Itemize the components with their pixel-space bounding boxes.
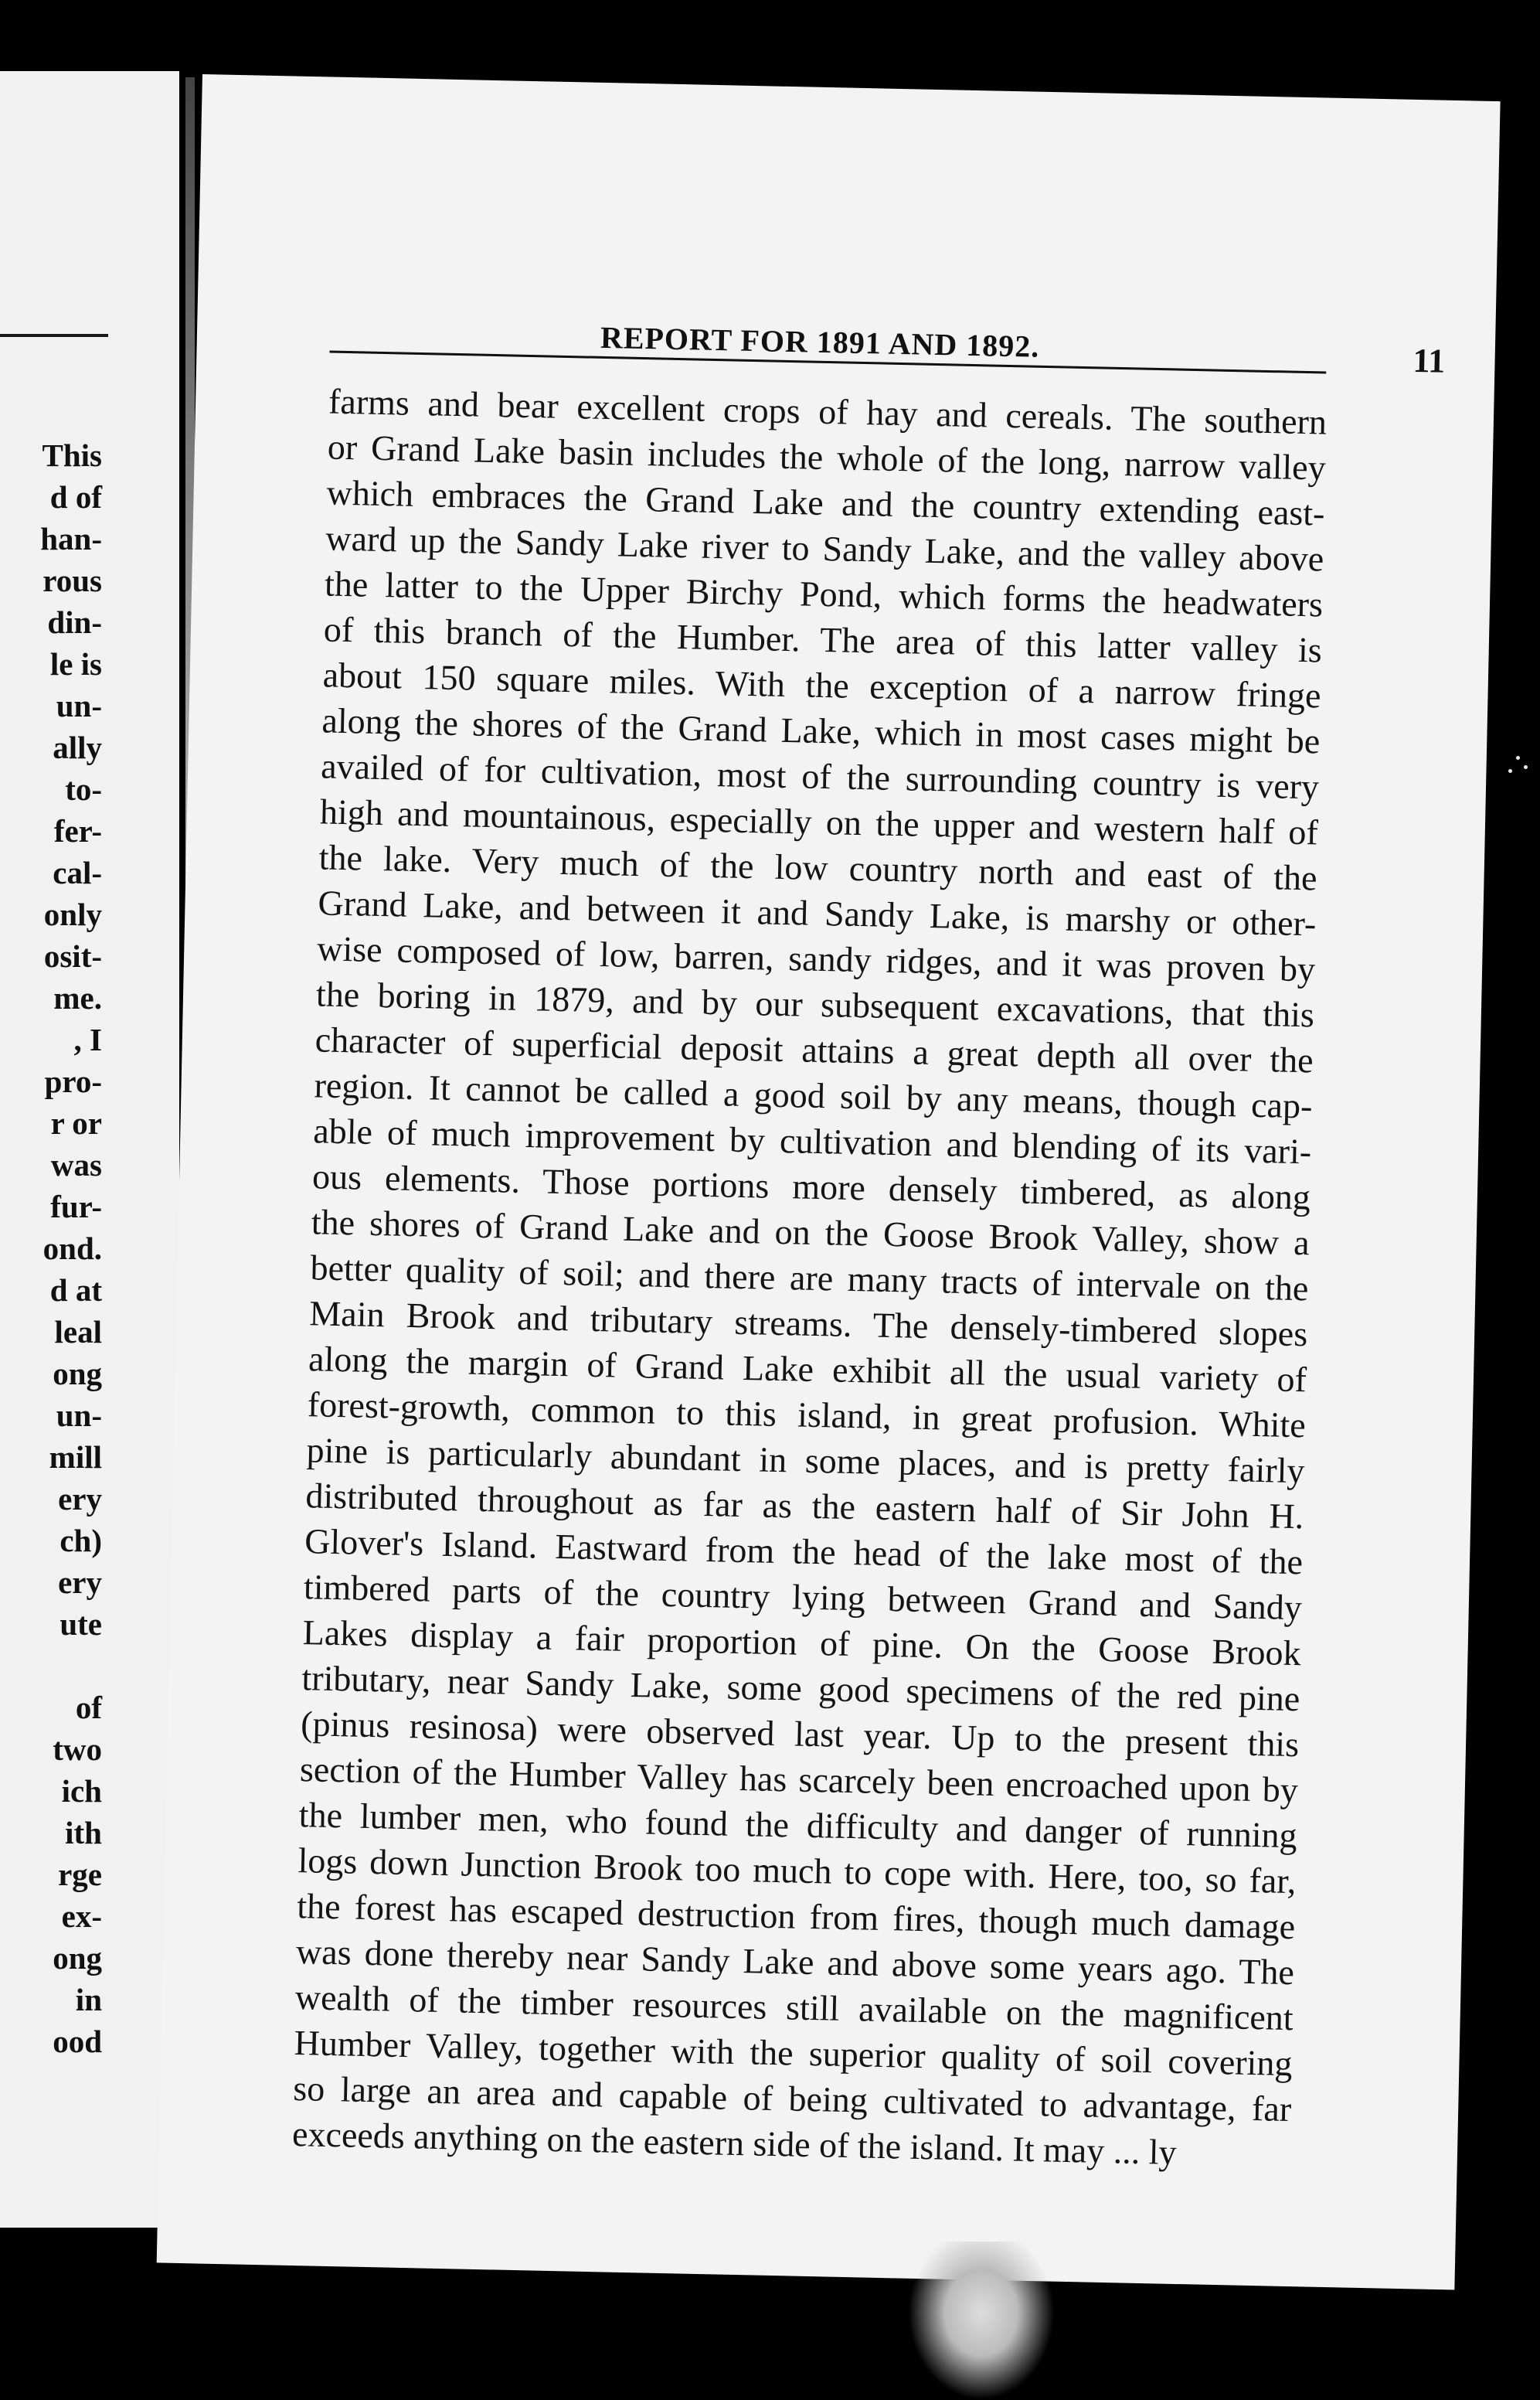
facing-page-fragment: d of — [49, 479, 102, 515]
facing-page-fragment: din- — [47, 604, 102, 640]
text-line: Lakes display a fair proportion of pine. On the Goose Brook — [302, 1612, 1302, 1673]
text-line: (pinus resinosa) were observed last year. Up to the present this — [300, 1704, 1300, 1765]
facing-page-fragment: ong — [53, 1356, 102, 1391]
scan-blot — [908, 2242, 1055, 2400]
facing-page-fragment: in — [75, 1982, 102, 2017]
facing-page-fragment: , I — [73, 1022, 102, 1057]
facing-page — [0, 71, 179, 2228]
text-line: section of the Humber Valley has scarcely been encroached upon by — [299, 1749, 1299, 1810]
facing-page-fragment: of — [75, 1690, 102, 1725]
facing-page-fragment: un- — [56, 688, 102, 723]
facing-page-fragment: ery — [58, 1481, 102, 1517]
facing-page-fragment: ute — [59, 1606, 102, 1642]
text-line: Humber Valley, together with the superior quality of soil covering — [294, 2023, 1293, 2084]
facing-page-fragment: d at — [49, 1272, 102, 1308]
text-line: logs down Junction Brook too much to cope with. Here, too, so far, — [297, 1840, 1297, 1901]
facing-page-rule — [0, 334, 108, 337]
main-page — [157, 74, 1501, 2290]
body-text — [292, 379, 1328, 2178]
page-number: 11 — [1413, 341, 1446, 380]
facing-page-fragment: ond. — [42, 1231, 102, 1266]
scan-speck — [1524, 765, 1528, 769]
scan-speck — [1508, 769, 1512, 773]
facing-page-fragment: ood — [53, 2024, 102, 2059]
text-line: along the shores of the Grand Lake, which in most cases might be — [321, 700, 1321, 761]
text-line: the shores of Grand Lake and on the Goose Brook Valley, show a — [311, 1202, 1311, 1263]
facing-page-fragment: was — [50, 1147, 102, 1183]
facing-page-text — [0, 434, 102, 2062]
facing-page-fragment: This — [42, 437, 102, 473]
text-line: tributary, near Sandy Lake, some good specimens of the red pine — [301, 1658, 1300, 1719]
facing-page-fragment: ally — [53, 730, 102, 765]
text-line: of this branch of the Humber. The area of this latter valley is — [323, 609, 1323, 670]
text-line: the boring in 1879, and by our subsequent excavations, that this — [315, 974, 1315, 1035]
text-line: which embraces the Grand Lake and the country extending east- — [326, 472, 1325, 533]
text-line: the lumber men, who found the difficulty and danger of running — [298, 1795, 1298, 1856]
facing-page-fragment: pro- — [44, 1064, 102, 1099]
text-line: able of much improvement by cultivation and blending of its vari- — [312, 1111, 1312, 1172]
text-line: ward up the Sandy Lake river to Sandy Lake, and the valley above — [325, 518, 1324, 579]
facing-page-fragment: un- — [56, 1397, 102, 1433]
facing-page-fragment: mill — [49, 1439, 102, 1475]
text-line: Glover's Island. Eastward from the head of the lake most of the — [304, 1521, 1304, 1582]
text-line: farms and bear excellent crops of hay and cereals. The southern — [328, 381, 1328, 442]
text-line: better quality of soil; and there are many tracts of intervale on the — [310, 1248, 1309, 1309]
text-line: character of superficial deposit attains a great depth all over the — [314, 1020, 1314, 1081]
text-line: timbered parts of the country lying between Grand and Sandy — [303, 1567, 1303, 1628]
text-line: forest-growth, common to this island, in great profusion. White — [307, 1384, 1307, 1445]
text-line: the latter to the Upper Birchy Pond, which forms the headwaters — [324, 563, 1324, 625]
text-line: distributed throughout as far as the eastern half of Sir John H. — [304, 1476, 1304, 1537]
text-line: Main Brook and tributary streams. The densely-timbered slopes — [308, 1293, 1308, 1354]
text-line: wise composed of low, barren, sandy ridges, and it was proven by — [316, 928, 1316, 989]
facing-page-fragment: osit- — [43, 938, 102, 974]
running-head — [329, 314, 1446, 380]
text-line: the forest has escaped destruction from fires, though much damage — [296, 1886, 1296, 1947]
text-line: availed of for cultivation, most of the surrounding country is very — [320, 746, 1320, 807]
facing-page-fragment: rge — [58, 1857, 102, 1892]
facing-page-fragment: le is — [49, 646, 102, 682]
text-line: was done thereby near Sandy Lake and above some years ago. The — [295, 1932, 1295, 1993]
facing-page-fragment: ich — [61, 1773, 102, 1809]
facing-page-fragment: han- — [40, 521, 102, 557]
text-line: Grand Lake, and between it and Sandy Lake, is marshy or other- — [318, 883, 1317, 944]
facing-page-fragment: ong — [53, 1940, 102, 1976]
text-line: exceeds anything on the eastern side of the island. It may ... ly — [291, 2114, 1178, 2172]
facing-page-fragment: r or — [50, 1105, 102, 1141]
text-line: or Grand Lake basin includes the whole of the long, narrow valley — [327, 427, 1327, 488]
text-line: region. It cannot be called a good soil by any means, though cap- — [314, 1065, 1313, 1126]
facing-page-fragment: fer- — [53, 813, 102, 849]
running-title: REPORT FOR 1891 AND 1892. — [600, 319, 1040, 364]
facing-page-fragment: rous — [42, 563, 102, 598]
text-line: the lake. Very much of the low country north and east of the — [318, 837, 1318, 898]
facing-page-fragment: only — [43, 897, 102, 932]
facing-page-fragment: to- — [65, 771, 102, 807]
facing-page-fragment: ith — [65, 1815, 102, 1850]
facing-page-fragment: leal — [54, 1314, 102, 1350]
text-line: high and mountainous, especially on the upper and western half of — [319, 791, 1319, 853]
text-line: ous elements. Those portions more densely timbered, as along — [311, 1156, 1311, 1217]
facing-page-fragment: fur- — [50, 1189, 102, 1224]
text-line: about 150 square miles. With the exception of a narrow fringe — [322, 655, 1322, 716]
text-line: so large an area and capable of being cultivated to advantage, far — [292, 2068, 1292, 2129]
text-line: wealth of the timber resources still available on the magnificent — [294, 1977, 1294, 2038]
facing-page-fragment: ch) — [59, 1523, 102, 1558]
text-line: pine is particularly abundant in some places, and is pretty fairly — [306, 1430, 1306, 1491]
text-line: along the margin of Grand Lake exhibit all the usual variety of — [308, 1339, 1307, 1400]
facing-page-fragment: cal- — [53, 855, 102, 890]
scan-speck — [1516, 756, 1520, 760]
facing-page-fragment: me. — [53, 980, 102, 1016]
facing-page-fragment: ex- — [61, 1898, 102, 1934]
facing-page-fragment: ery — [58, 1564, 102, 1600]
facing-page-fragment: two — [53, 1731, 102, 1767]
